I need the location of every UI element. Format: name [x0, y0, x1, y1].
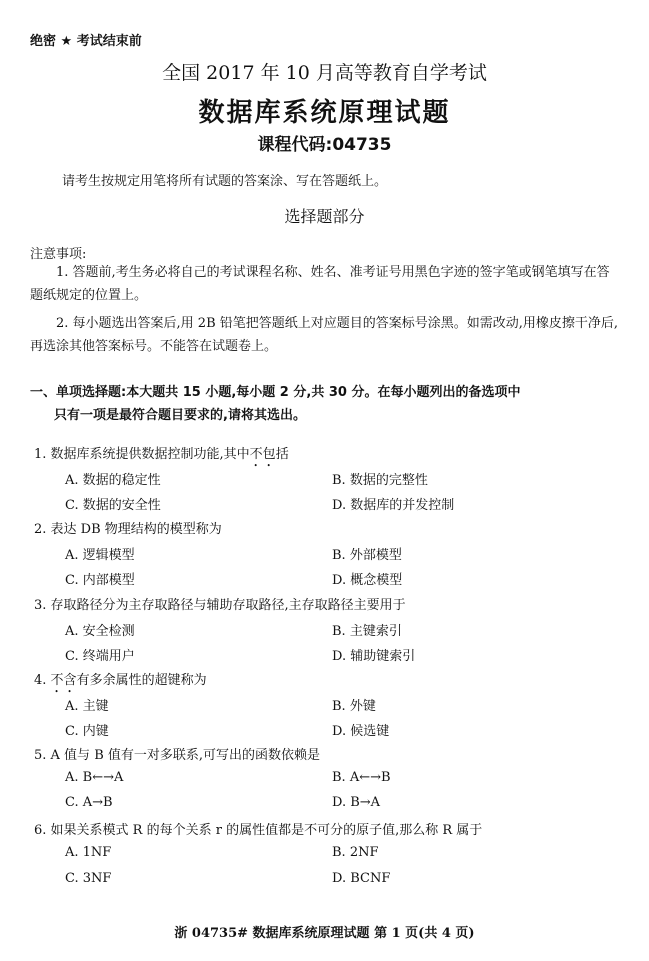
question-stem-text: 4. — [34, 673, 51, 688]
part-one-line-1: 一、单项选择题:本大题共 15 小题,每小题 2 分,共 30 分。在每小题列出的备选项中 — [30, 385, 521, 400]
question-3-option-d: D. 辅助键索引 — [332, 649, 416, 664]
question-6-option-a: A. 1NF — [65, 845, 112, 860]
section-title: 选择题部分 — [284, 207, 365, 226]
question-3-stem — [34, 594, 406, 613]
question-6-option-c: C. 3NF — [65, 871, 112, 886]
question-3-option-b: B. 主键索引 — [332, 624, 402, 639]
question-4-option-b: B. 外键 — [332, 699, 376, 714]
question-stem-text: 6. 如果关系模式 R 的每个关系 r 的属性值都是不可分的原子值,那么称 R 属于 — [34, 823, 483, 838]
question-1-option-c: C. 数据的安全性 — [65, 498, 161, 513]
question-stem-text: 3. 存取路径分为主存取路径与辅助存取路径,主存取路径主要用于 — [34, 598, 406, 613]
question-6-option-d: D. BCNF — [332, 871, 391, 886]
question-4-option-a: A. 主键 — [65, 699, 109, 714]
answer-instruction: 请考生按规定用笔将所有试题的答案涂、写在答题纸上。 — [62, 174, 388, 189]
question-2-stem — [34, 518, 222, 537]
emphasis-mark: 不包 — [249, 447, 276, 462]
question-1-option-d: D. 数据库的并发控制 — [332, 498, 455, 513]
page-footer: 浙 04735# 数据库系统原理试题 第 1 页(共 4 页) — [174, 926, 475, 941]
part-one-line-2: 只有一项是最符合题目要求的,请将其选出。 — [54, 408, 306, 423]
question-2-option-d: D. 概念模型 — [332, 573, 403, 588]
note-item: 1. 答题前,考生务必将自己的考试课程名称、姓名、准考证号用黑色字迹的签字笔或钢笔填写在答题纸规定的位置上。 — [30, 265, 610, 303]
confidential-mark: 绝密 ★ 考试结束前 — [30, 34, 142, 49]
part-one-heading — [30, 381, 622, 427]
question-3-option-c: C. 终端用户 — [65, 649, 135, 664]
exam-session-line: 全国 2017 年 10 月高等教育自学考试 — [162, 62, 487, 84]
question-6-option-b: B. 2NF — [332, 845, 379, 860]
question-4-option-d: D. 候选键 — [332, 724, 390, 739]
question-stem-text: 括 — [275, 447, 289, 462]
paper-title: 数据库系统原理试题 — [198, 98, 451, 128]
question-stem-text: 2. 表达 DB 物理结构的模型称为 — [34, 522, 222, 537]
question-1-option-b: B. 数据的完整性 — [332, 473, 428, 488]
question-stem-text: 有多余属性的超键称为 — [76, 673, 207, 688]
question-2-option-c: C. 内部模型 — [65, 573, 135, 588]
question-5-option-c: C. A→B — [65, 795, 113, 810]
question-1-option-a: A. 数据的稳定性 — [65, 473, 161, 488]
question-2-option-a: A. 逻辑模型 — [65, 548, 135, 563]
question-4-stem — [34, 669, 207, 696]
question-4-option-c: C. 内键 — [65, 724, 109, 739]
notes-title: 注意事项: — [30, 247, 87, 262]
question-5-option-b: B. A←→B — [332, 770, 391, 785]
question-5-option-d: D. B→A — [332, 795, 381, 810]
emphasis-mark: 不含 — [50, 673, 77, 688]
question-1-stem — [34, 443, 289, 470]
question-3-option-a: A. 安全检测 — [65, 624, 135, 639]
question-5-option-a: A. B←→A — [65, 770, 124, 785]
course-code: 课程代码:04735 — [257, 135, 392, 155]
question-5-stem — [34, 744, 320, 763]
question-6-stem — [34, 819, 482, 838]
question-stem-text: 5. A 值与 B 值有一对多联系,可写出的函数依赖是 — [34, 748, 321, 763]
question-stem-text: 1. 数据库系统提供数据控制功能,其中 — [34, 447, 250, 462]
question-2-option-b: B. 外部模型 — [332, 548, 402, 563]
note-item: 2. 每小题选出答案后,用 2B 铅笔把答题纸上对应题目的答案标号涂黑。如需改动,用橡皮擦干净后,再选涂其他答案标号。不能答在试题卷上。 — [30, 316, 619, 354]
